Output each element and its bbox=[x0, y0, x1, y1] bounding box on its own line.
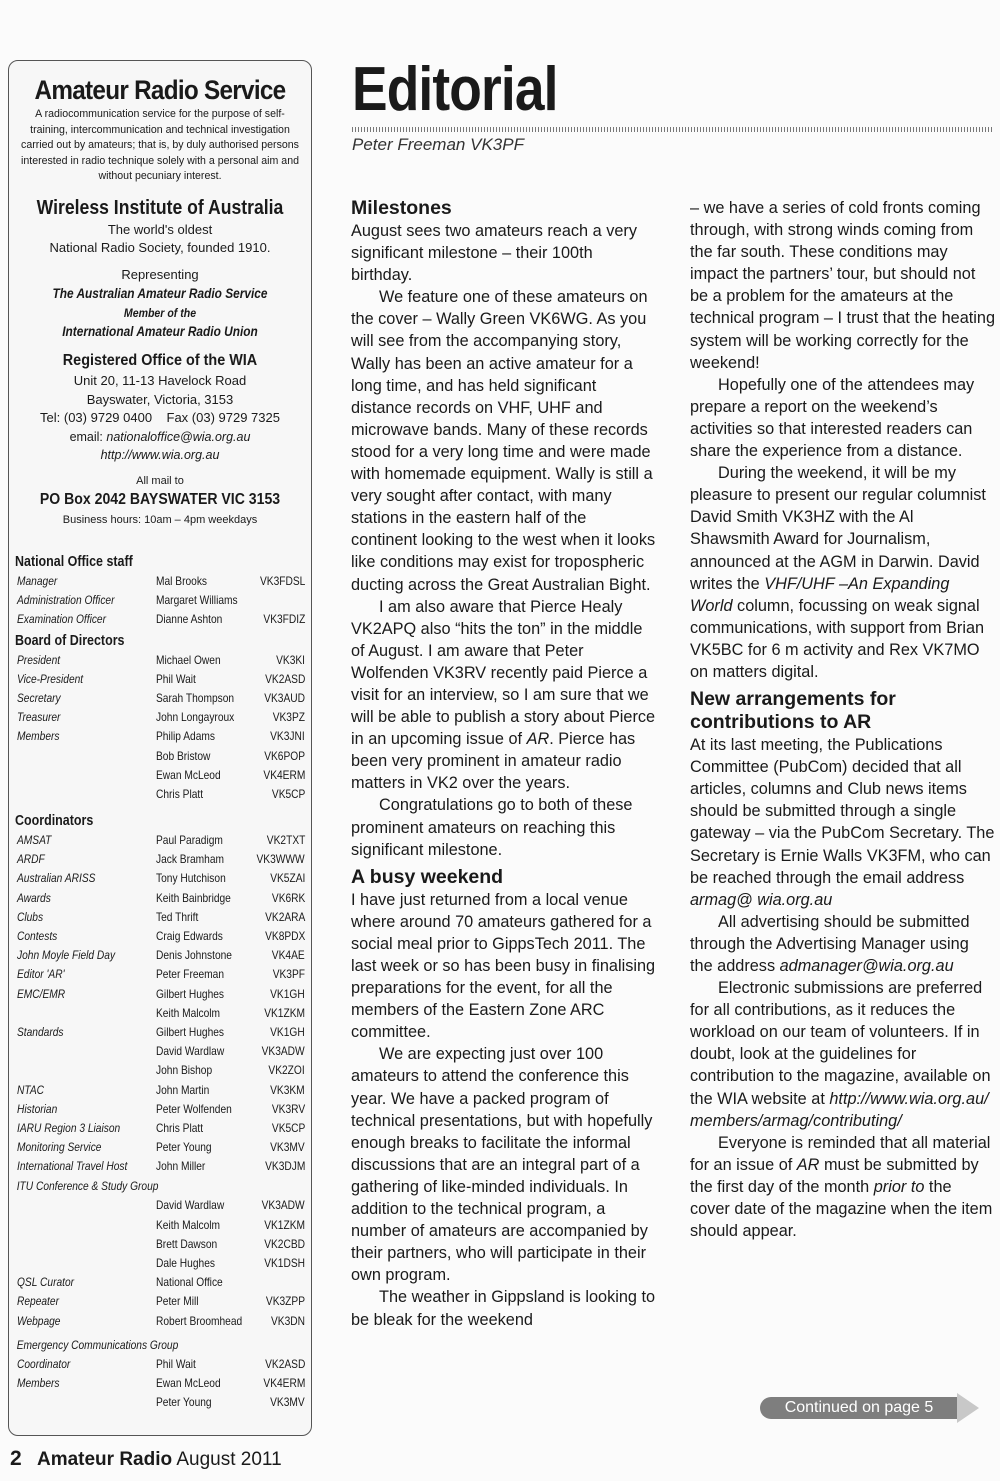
staff-callsign: VK3RV bbox=[271, 1101, 305, 1116]
staff-role: Examination Officer bbox=[17, 612, 107, 627]
staff-name: Peter Young bbox=[156, 1395, 212, 1410]
staff-role: Members bbox=[17, 729, 60, 744]
staff-name: John Bishop bbox=[156, 1063, 213, 1078]
po-box: PO Box 2042 BAYSWATER VIC 3153 bbox=[39, 490, 281, 508]
staff-role: Monitoring Service bbox=[17, 1140, 102, 1155]
staff-name: Robert Broomhead bbox=[156, 1313, 243, 1328]
staff-name: Dale Hughes bbox=[156, 1256, 215, 1270]
paragraph: Hopefully one of the attendees may prepare a report on the weekend’s activities so that interested readers can share the experience from a distance. bbox=[690, 375, 975, 461]
staff-callsign: VK3PF bbox=[272, 967, 305, 982]
title-rule bbox=[352, 127, 992, 132]
staff-name: Keith Malcolm bbox=[156, 1005, 221, 1020]
staff-role: Repeater bbox=[17, 1294, 59, 1309]
staff-callsign: VK3FDSL bbox=[259, 574, 305, 588]
continued-label: Continued on page 5 bbox=[760, 1397, 958, 1419]
staff-name: Paul Paradigm bbox=[156, 833, 223, 848]
staff-role: QSL Curator bbox=[17, 1275, 75, 1290]
staff-role: ARDF bbox=[17, 852, 45, 867]
staff-name: Phil Wait bbox=[156, 671, 196, 686]
paragraph: I have just returned from a local venue where around 70 amateurs gathered for a social meal prior to GippsTech 2011. The last week or so has been busy in finalising preparations for the event, for all the members of the Eastern Zone ARC committee. bbox=[351, 890, 656, 1042]
staff-callsign: VK1GH bbox=[270, 986, 305, 1001]
staff-row bbox=[15, 831, 307, 850]
staff-role: Historian bbox=[17, 1101, 58, 1116]
article-column-1 bbox=[351, 197, 656, 1331]
paragraph: The weather in Gippsland is looking to be bleak for the weekend bbox=[351, 1288, 656, 1329]
paragraph: At its last meeting, the Publications Committee (PubCom) decided that all articles, columns and Club news items should be submitted through a single gateway – via the PubCom Secretary. The Secretary is Ernie Walls VK3FM, who can be reached through the email address armag@ wia.org.au bbox=[690, 736, 995, 909]
staff-callsign: VK3PZ bbox=[272, 710, 305, 725]
staff-role: Editor 'AR' bbox=[17, 967, 65, 982]
staff-row bbox=[15, 1061, 307, 1080]
info-sidebar bbox=[8, 60, 312, 1436]
staff-name: Ewan McLeod bbox=[156, 1375, 221, 1390]
paragraph: I am also aware that Pierce Healy VK2APQ also “hits the ton” in the middle of August. I am aware that Peter Wolfenden VK3RV recently paid Pierce a visit for an interview, so I am sure that we will be able to publish a story about Pierce in an upcoming issue of AR. Pierce has been very prominent in amateur radio matters in VK2 over the years. bbox=[351, 597, 656, 793]
wia-name: Wireless Institute of Australia bbox=[36, 196, 284, 219]
staff-row bbox=[15, 1374, 307, 1393]
staff-name: Sarah Thompson bbox=[156, 690, 235, 705]
staff-role: IARU Region 3 Liaison bbox=[17, 1120, 121, 1135]
staff-name: Ewan McLeod bbox=[156, 767, 221, 782]
address-line-1: Unit 20, 11-13 Havelock Road bbox=[73, 373, 247, 388]
staff-row bbox=[15, 1119, 307, 1138]
guidelines-url[interactable]: http://www.wia.org.au/ members/armag/contributing/ bbox=[690, 1089, 989, 1130]
staff-callsign: VK3DN bbox=[270, 1313, 305, 1328]
staff-row bbox=[15, 1393, 307, 1412]
staff-callsign: VK6RK bbox=[271, 890, 305, 905]
staff-callsign: VK2ARA bbox=[264, 909, 305, 924]
staff-role: Manager bbox=[17, 574, 58, 588]
staff-callsign: VK4ERM bbox=[263, 1375, 305, 1390]
staff-callsign: VK3DJM bbox=[264, 1159, 305, 1174]
staff-name: Jack Bramham bbox=[156, 852, 225, 867]
staff-row bbox=[15, 651, 307, 670]
staff-row bbox=[15, 965, 307, 984]
staff-callsign: VK2CBD bbox=[264, 1236, 305, 1251]
member-of-label: Member of the bbox=[123, 306, 197, 320]
staff-name: Mal Brooks bbox=[156, 574, 208, 588]
staff-name: Chris Platt bbox=[156, 786, 204, 801]
staff-callsign: VK5CP bbox=[271, 1120, 305, 1135]
staff-row bbox=[15, 1216, 307, 1235]
paragraph: We feature one of these amateurs on the cover – Wally Green VK6WG. As you will see from the accompanying story, Wally has been an active amateur for a long time, and has held significant distance records on VHF, UHF and microwave bands. Many of these records stood for a very long time and were made with homemade equipment. Wally is still a very sought after contact, with many stations in the eastern half of the continent looking to the west when it looks like conditions may exist for tropospheric ducting across the Great Australian Bight. bbox=[351, 288, 656, 594]
national-office-list bbox=[15, 572, 307, 630]
staff-name: John Miller bbox=[156, 1159, 206, 1174]
staff-row bbox=[15, 908, 307, 927]
milestones-heading: Milestones bbox=[351, 197, 452, 219]
staff-name: Ted Thrift bbox=[156, 909, 199, 924]
staff-row bbox=[15, 1292, 307, 1311]
staff-role: EMC/EMR bbox=[17, 986, 66, 1001]
staff-role: Members bbox=[17, 1375, 60, 1390]
national-office-heading: National Office staff bbox=[15, 554, 133, 570]
staff-callsign: VK3ADW bbox=[261, 1044, 305, 1059]
staff-callsign: VK1ZKM bbox=[264, 1217, 305, 1232]
staff-role: Standards bbox=[17, 1024, 64, 1039]
staff-role: International Travel Host bbox=[17, 1159, 128, 1174]
email-label: email: bbox=[69, 429, 103, 444]
staff-name: Keith Malcolm bbox=[156, 1217, 221, 1232]
article-column-2 bbox=[690, 197, 995, 1242]
staff-name: Brett Dawson bbox=[156, 1236, 218, 1251]
arrangements-heading: New arrangements for contributions to AR bbox=[690, 688, 896, 734]
staff-callsign: VK5ZAI bbox=[269, 871, 305, 886]
staff-callsign: VK2ZOI bbox=[268, 1063, 305, 1078]
paragraph: We are expecting just over 100 amateurs to attend the conference this year. We have a packed program of technical presentations, but with hopefully enough breaks to facilitate the informal discussions that are an integral part of a gathering of like-minded individuals. In addition to the technical program, a number of amateurs are accompanied by their partners, who will participate in their own program. bbox=[351, 1045, 653, 1285]
board-heading: Board of Directors bbox=[15, 632, 125, 649]
staff-row bbox=[15, 1196, 307, 1215]
board-list bbox=[15, 651, 307, 805]
staff-name: Peter Freeman bbox=[156, 967, 225, 982]
staff-name: Denis Johnstone bbox=[156, 948, 232, 963]
staff-callsign: VK3JNI bbox=[270, 729, 305, 744]
staff-name: Tony Hutchison bbox=[156, 871, 226, 886]
staff-callsign: VK3ZPP bbox=[265, 1294, 305, 1309]
staff-row bbox=[15, 1004, 307, 1023]
staff-name: Gilbert Hughes bbox=[156, 986, 225, 1001]
staff-callsign: VK2ASD bbox=[264, 1356, 305, 1371]
staff-callsign: VK3FDIZ bbox=[263, 612, 305, 627]
staff-row bbox=[15, 1273, 307, 1292]
staff-role: Vice-President bbox=[17, 671, 84, 686]
paragraph: August sees two amateurs reach a very significant milestone – their 100th birthday. bbox=[351, 222, 637, 285]
staff-callsign: VK4ERM bbox=[263, 767, 305, 782]
staff-row bbox=[15, 1081, 307, 1100]
staff-callsign: VK5CP bbox=[271, 786, 305, 801]
staff-callsign: VK2ASD bbox=[264, 671, 305, 686]
staff-role: President bbox=[17, 652, 61, 667]
wia-tagline-1: The world's oldest bbox=[107, 221, 213, 237]
iaru-name: International Amateur Radio Union bbox=[62, 324, 258, 339]
staff-role: Treasurer bbox=[17, 710, 61, 725]
staff-row bbox=[15, 708, 307, 727]
paragraph: – we have a series of cold fronts coming through, with strong winds coming from the far south. These conditions may impact the partners’ tour, but should not be a problem for the amateurs at the technical program – I trust that the heating system will be working correctly for the weekend! bbox=[690, 199, 995, 372]
coordinators-list bbox=[15, 831, 307, 1176]
service-definition: A radiocommunication service for the purpose of self-training, intercommunication and technical investigation carried out by amateurs; that is, by duly authorised persons interested in radio technique solely with a personal aim and without pecuniary interest. bbox=[21, 108, 299, 182]
coordinators-heading: Coordinators bbox=[15, 813, 94, 830]
staff-role: AMSAT bbox=[17, 833, 52, 848]
staff-callsign: VK1GH bbox=[270, 1024, 305, 1039]
staff-row bbox=[15, 1042, 307, 1061]
staff-row bbox=[15, 591, 307, 610]
page-number: 2 bbox=[10, 1447, 22, 1470]
staff-name: Gilbert Hughes bbox=[156, 1024, 225, 1039]
staff-name: National Office bbox=[156, 1275, 223, 1290]
staff-name: David Wardlaw bbox=[156, 1044, 225, 1059]
staff-row bbox=[15, 610, 307, 629]
staff-row bbox=[15, 1254, 307, 1273]
business-hours: Business hours: 10am – 4pm weekdays bbox=[62, 513, 258, 526]
staff-name: Peter Wolfenden bbox=[156, 1101, 232, 1116]
staff-role: Webpage bbox=[17, 1313, 61, 1328]
staff-role: NTAC bbox=[17, 1082, 45, 1097]
website-line bbox=[9, 446, 311, 465]
paragraph: Everyone is reminded that all material for an issue of AR must be submitted by the first day of the month prior to the cover date of the magazine when the item should appear. bbox=[690, 1133, 993, 1241]
staff-row bbox=[15, 766, 307, 785]
staff-callsign: VK3ADW bbox=[261, 1198, 305, 1213]
staff-callsign: VK4AE bbox=[272, 948, 305, 963]
staff-row bbox=[15, 1235, 307, 1254]
staff-row bbox=[15, 1157, 307, 1176]
emergency-list bbox=[15, 1355, 307, 1413]
phone-fax: Tel: (03) 9729 0400 Fax (03) 9729 7325 bbox=[40, 410, 280, 425]
author-byline: Peter Freeman VK3PF bbox=[352, 135, 524, 154]
staff-row bbox=[15, 1100, 307, 1119]
staff-role: John Moyle Field Day bbox=[17, 948, 116, 963]
staff-name: Peter Young bbox=[156, 1140, 212, 1155]
advertising-email[interactable]: admanager@wia.org.au bbox=[779, 957, 954, 975]
email-address[interactable]: nationaloffice@wia.org.au bbox=[106, 429, 251, 444]
itu-group-heading: ITU Conference & Study Group bbox=[16, 1179, 159, 1194]
page-title: Editorial bbox=[352, 55, 558, 124]
wia-tagline-2: National Radio Society, founded 1910. bbox=[49, 240, 271, 255]
staff-callsign: VK6POP bbox=[264, 748, 305, 763]
staff-row bbox=[15, 1023, 307, 1042]
staff-row bbox=[15, 747, 307, 766]
staff-callsign: VK3MV bbox=[270, 1395, 305, 1410]
continued-tab[interactable] bbox=[760, 1397, 985, 1419]
registered-office-heading: Registered Office of the WIA bbox=[62, 352, 258, 369]
staff-role: Administration Officer bbox=[17, 593, 115, 608]
staff-row bbox=[15, 1355, 307, 1374]
staff-row bbox=[15, 869, 307, 888]
paragraph: Congratulations go to both of these prominent amateurs on reaching this significant milestone. bbox=[351, 796, 633, 859]
staff-row bbox=[15, 689, 307, 708]
staff-row bbox=[15, 927, 307, 946]
staff-row bbox=[15, 850, 307, 869]
staff-name: Chris Platt bbox=[156, 1120, 204, 1135]
staff-row bbox=[15, 946, 307, 965]
arrow-right-icon bbox=[957, 1393, 979, 1423]
staff-callsign: VK3WWW bbox=[256, 852, 305, 867]
pubcom-email[interactable]: armag@ wia.org.au bbox=[690, 890, 833, 909]
staff-name: Phil Wait bbox=[156, 1356, 196, 1371]
staff-callsign: VK8PDX bbox=[264, 929, 305, 943]
staff-row bbox=[15, 1138, 307, 1157]
website-url[interactable]: http://www.wia.org.au bbox=[100, 448, 220, 462]
staff-callsign: VK1ZKM bbox=[264, 1005, 305, 1020]
email-line bbox=[9, 428, 311, 447]
magazine-name: Amateur Radio bbox=[36, 1449, 173, 1470]
all-mail-label: All mail to bbox=[136, 474, 184, 487]
staff-role: Coordinator bbox=[17, 1356, 71, 1371]
staff-name: David Wardlaw bbox=[156, 1198, 225, 1213]
staff-role: Contests bbox=[17, 929, 58, 943]
address-line-2: Bayswater, Victoria, 3153 bbox=[86, 391, 234, 407]
issue-date: August 2011 bbox=[176, 1449, 282, 1470]
paragraph: During the weekend, it will be my pleasure to present our regular columnist David Smith VK3HZ with the Al Shawsmith Award for Journalism, announced at the AGM in Darwin. David writes the VHF/UHF –An Expanding World column, focussing on weak signal communications, with support from Brian VK5BC for 6 m activity and Rex VK7MO on matters digital. bbox=[690, 464, 986, 681]
staff-callsign: VK3AUD bbox=[264, 690, 305, 705]
staff-name: Bob Bristow bbox=[156, 748, 211, 763]
staff-row bbox=[15, 1312, 307, 1331]
staff-name: Dianne Ashton bbox=[156, 612, 223, 627]
staff-role: Australian ARISS bbox=[17, 871, 96, 886]
staff-callsign: VK3MV bbox=[270, 1140, 305, 1155]
staff-name: John Longayroux bbox=[156, 710, 235, 725]
staff-name: Craig Edwards bbox=[156, 929, 223, 943]
paragraph: Electronic submissions are preferred for all contributions, as it reduces the workload on our team of volunteers. If in doubt, look at the guidelines for contribution to the magazine, available on the WIA website at http://www.wia.org.au/ members/armag/contributing/ bbox=[690, 979, 991, 1130]
emergency-group-heading: Emergency Communications Group bbox=[16, 1337, 179, 1352]
staff-row bbox=[15, 985, 307, 1004]
staff-callsign: VK3KM bbox=[270, 1082, 305, 1097]
staff-name: Margaret Williams bbox=[156, 593, 238, 608]
staff-name: John Martin bbox=[156, 1082, 210, 1097]
staff-callsign: VK1DSH bbox=[264, 1256, 305, 1270]
staff-row bbox=[15, 572, 307, 591]
staff-role: Clubs bbox=[17, 909, 44, 924]
staff-role: Awards bbox=[17, 890, 51, 905]
staff-row bbox=[15, 727, 307, 746]
staff-name: Keith Bainbridge bbox=[156, 890, 231, 905]
staff-name: Philip Adams bbox=[156, 729, 215, 744]
service-represented: The Australian Amateur Radio Service bbox=[52, 286, 268, 301]
staff-name: Peter Mill bbox=[156, 1294, 199, 1309]
itu-list bbox=[15, 1196, 307, 1330]
staff-row bbox=[15, 785, 307, 804]
staff-role: Secretary bbox=[17, 690, 61, 705]
staff-name: Michael Owen bbox=[156, 652, 221, 667]
staff-row bbox=[15, 889, 307, 908]
staff-callsign: VK3KI bbox=[276, 652, 305, 667]
representing-label: Representing bbox=[121, 266, 199, 282]
paragraph: All advertising should be submitted through the Advertising Manager using the address admanager@wia.org.au bbox=[690, 912, 970, 975]
busy-weekend-heading: A busy weekend bbox=[351, 865, 504, 888]
staff-directory bbox=[15, 551, 307, 1412]
staff-row bbox=[15, 670, 307, 689]
staff-callsign: VK2TXT bbox=[266, 833, 305, 848]
page-footer bbox=[10, 1447, 282, 1471]
service-title: Amateur Radio Service bbox=[34, 75, 286, 105]
